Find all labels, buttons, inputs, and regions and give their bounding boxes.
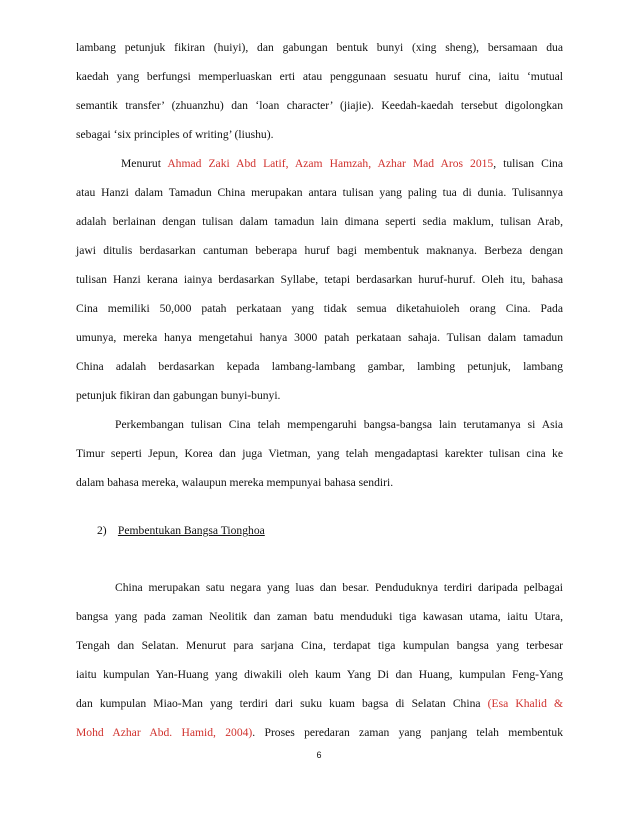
- para4-line: [76, 689, 563, 718]
- para2-first-line: [76, 149, 563, 178]
- para4-line: bangsa yang pada zaman Neolitik dan zaman batu menduduki tiga kawasan utama, iaitu Utara,: [76, 610, 563, 623]
- para1-line: lambang petunjuk fikiran (huiyi), dan gabungan bentuk bunyi (xing sheng), bersamaan dua: [76, 41, 563, 54]
- para2-line: China adalah berdasarkan kepada lambang-lambang gambar, lambing petunjuk, lambang: [76, 360, 563, 373]
- para2-line: petunjuk fikiran dan gabungan bunyi-bunyi.: [76, 389, 281, 402]
- body-text-bottom: [76, 573, 563, 747]
- para4-line6-text: . Proses peredaran zaman yang panjang telah membentuk: [252, 726, 563, 739]
- para4-line5-text: dan kumpulan Miao-Man yang terdiri dari suku kuam bagsa di Selatan China: [76, 697, 488, 710]
- para2-line: umunya, mereka hanya mengetahui hanya 3000 patah perkataan sahaja. Tulisan dalam tamadun: [76, 331, 563, 344]
- para3-line: dalam bahasa mereka, walaupun mereka mempunyai bahasa sendiri.: [76, 476, 394, 489]
- citation-esa-khalid: (Esa Khalid &: [487, 697, 563, 710]
- body-text-top: [76, 33, 563, 497]
- para3-line: Timur seperti Jepun, Korea dan juga Vietman, yang telah mengadaptasi karekter tulisan cina ke: [76, 447, 563, 460]
- para4-line: Tengah dan Selatan. Menurut para sarjana Cina, terdapat tiga kumpulan bangsa yang terbesar: [76, 639, 563, 652]
- para2-line: atau Hanzi dalam Tamadun China merupakan antara tulisan yang paling tua di dunia. Tulisannya: [76, 186, 563, 199]
- para4-line: [76, 718, 563, 747]
- para2-line: tulisan Hanzi kerana iainya berdasarkan Syllabe, tetapi berdasarkan huruf-huruf. Oleh itu, bahasa: [76, 273, 563, 286]
- citation-zaki: Ahmad Zaki Abd Latif, Azam Hamzah, Azhar Mad Aros 2015: [167, 157, 494, 170]
- para4-line: China merupakan satu negara yang luas dan besar. Penduduknya terdiri daripada pelbagai: [115, 581, 563, 594]
- para2-prefix: Menurut: [121, 157, 168, 170]
- para4-line: iaitu kumpulan Yan-Huang yang diwakili oleh kaum Yang Di dan Huang, kumpulan Feng-Yang: [76, 668, 563, 681]
- section-heading: [97, 522, 265, 540]
- para1-line: semantik transfer’ (zhuanzhu) dan ‘loan character’ (jiajie). Keedah-kaedah tersebut digolongkan: [76, 99, 563, 112]
- para2-line: adalah berlainan dengan tulisan dalam tamadun lain dimana seperti sedia maklum, tulisan Arab,: [76, 215, 563, 228]
- para3-line: Perkembangan tulisan Cina telah mempengaruhi bangsa-bangsa lain terutamanya si Asia: [115, 418, 563, 431]
- para2-line: Cina memiliki 50,000 patah perkataan yang tidak semua diketahuioleh orang Cina. Pada: [76, 302, 563, 315]
- section-title: Pembentukan Bangsa Tionghoa: [117, 524, 265, 537]
- para2-suffix: , tulisan Cina: [493, 157, 563, 170]
- para2-line: jawi ditulis berdasarkan cantuman beberapa huruf bagi membentuk maknanya. Berbeza dengan: [76, 244, 563, 257]
- para1-line: sebagai ‘six principles of writing’ (liushu).: [76, 128, 274, 141]
- section-number: 2): [97, 524, 107, 537]
- para1-line: kaedah yang berfungsi memperluaskan erti atau penggunaan sesuatu huruf cina, iaitu ‘mutual: [76, 70, 563, 83]
- page-number: 6: [316, 750, 322, 760]
- citation-mohd-azhar: Mohd Azhar Abd. Hamid, 2004): [76, 726, 253, 739]
